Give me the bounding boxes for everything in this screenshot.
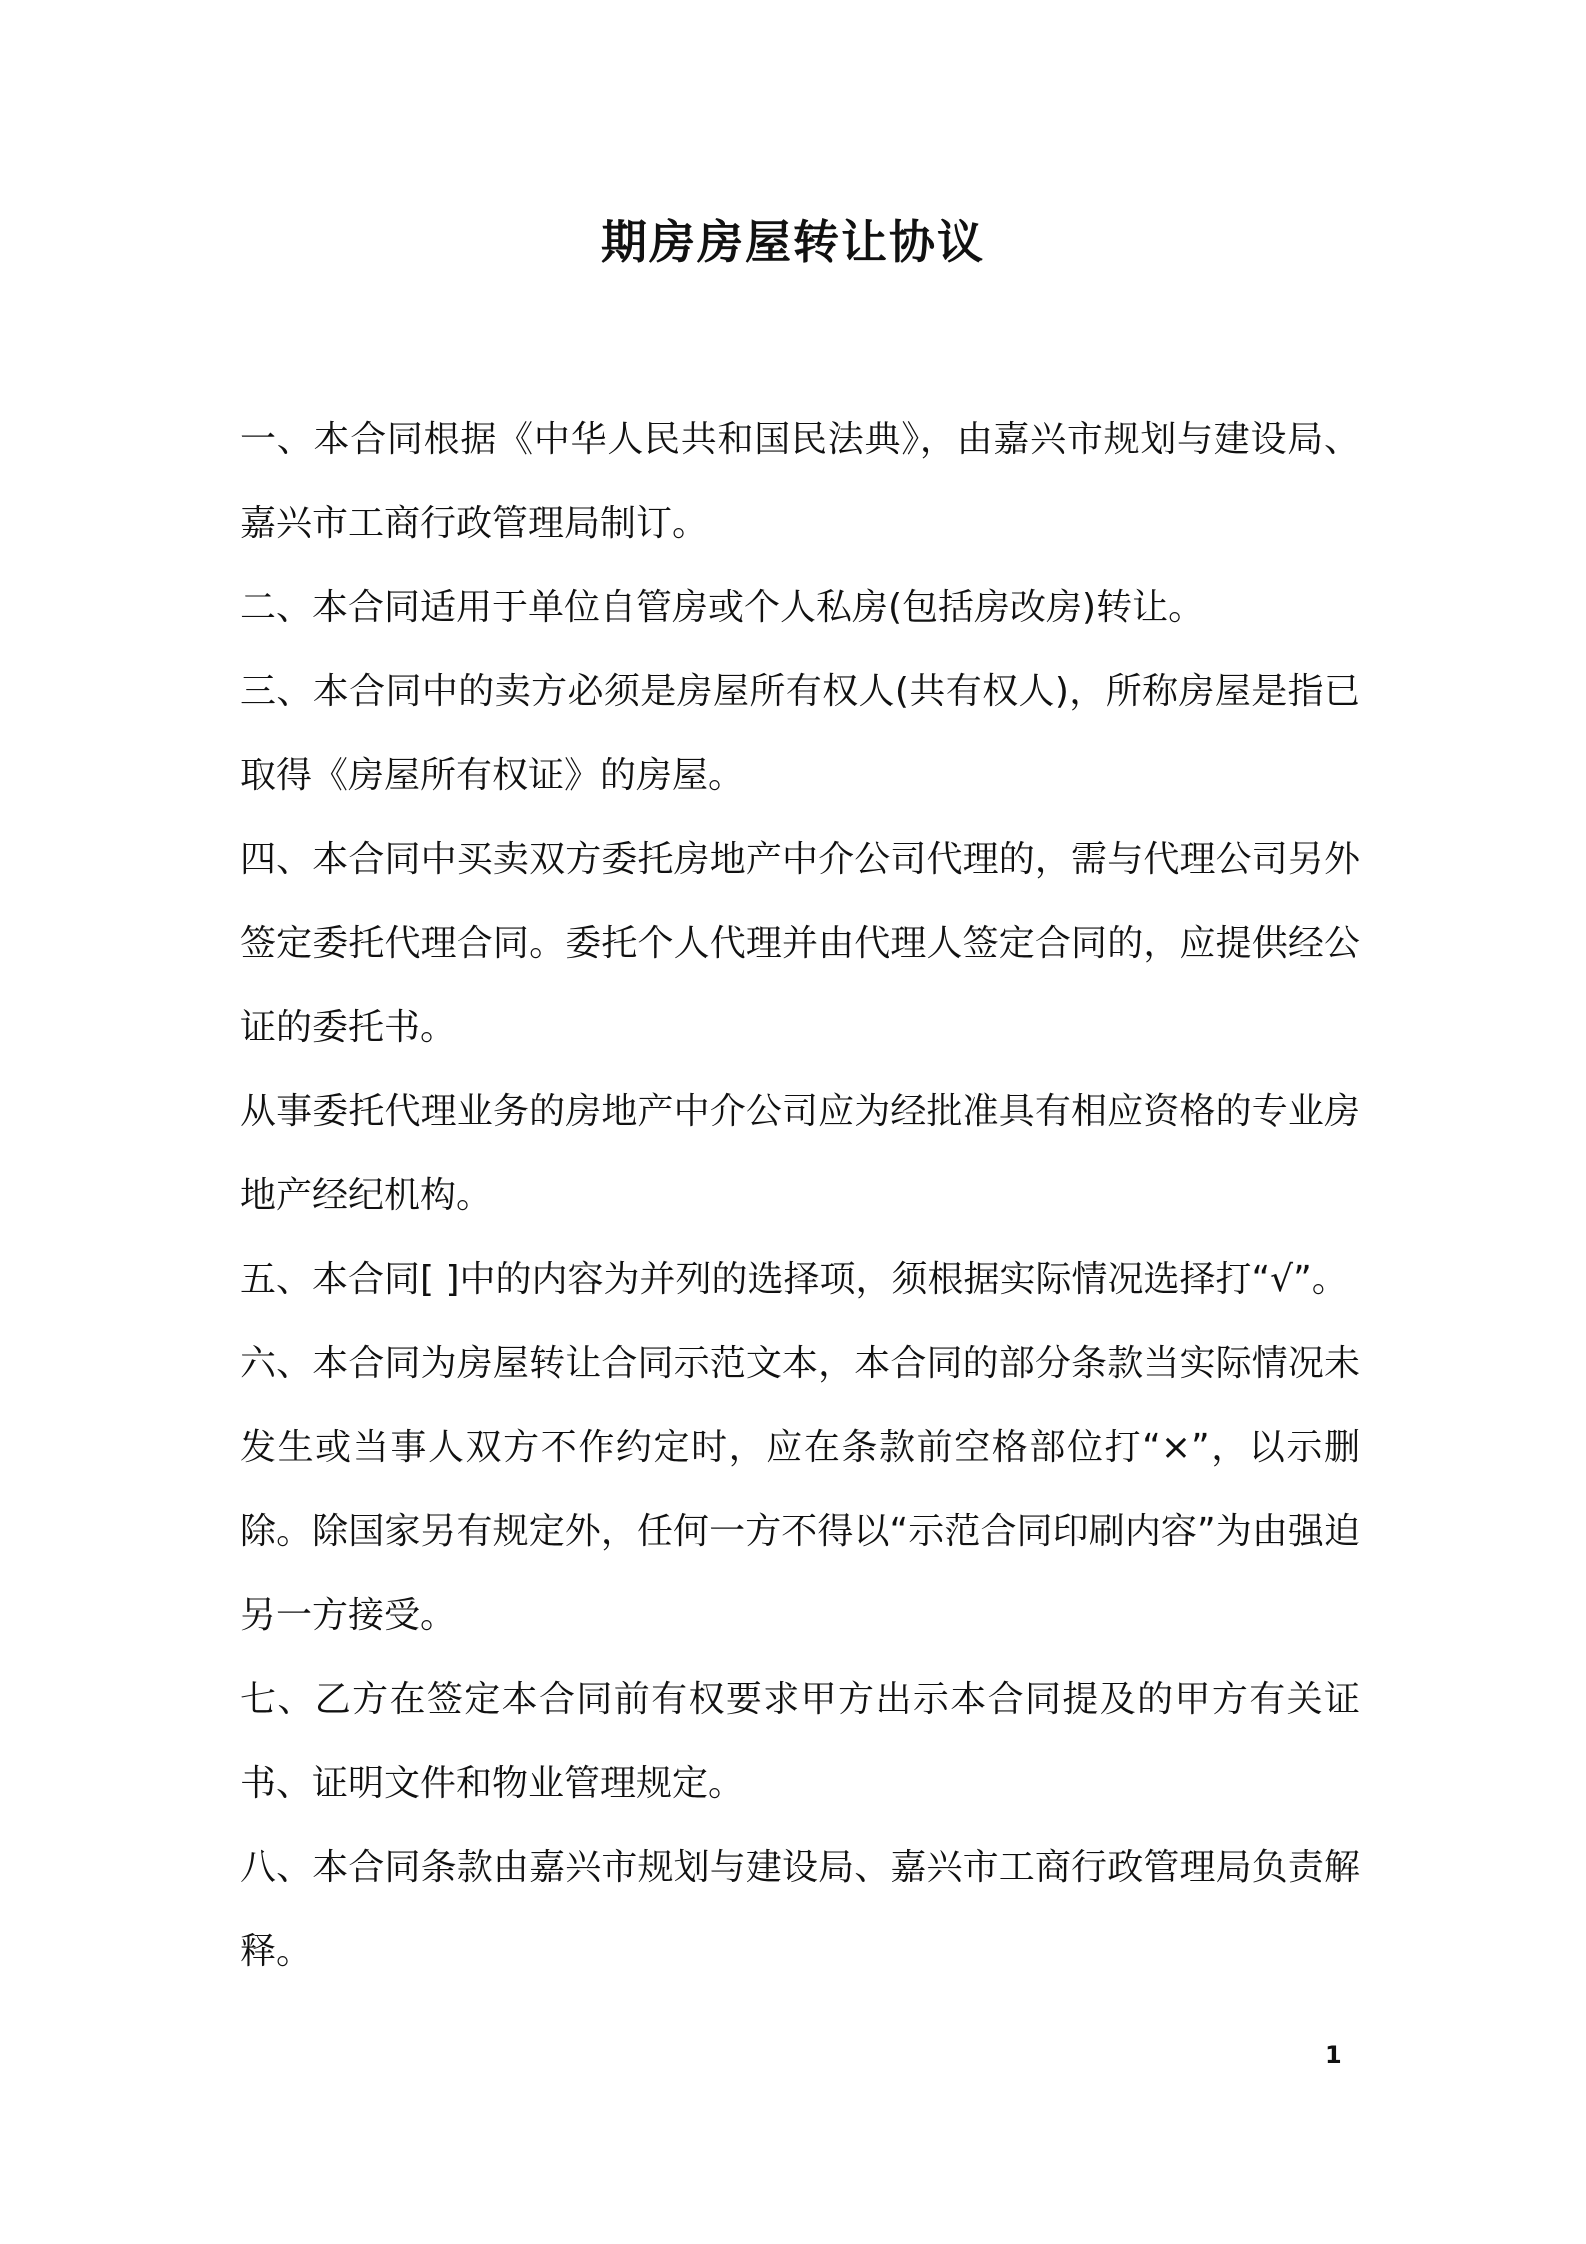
paragraph-4: 四、本合同中买卖双方委托房地产中介公司代理的，需与代理公司另外签定委托代理合同。委托个人代理并由代理人签定合同的，应提供经公证的委托书。 (240, 839, 1360, 1048)
page-number: 1 (1325, 2041, 1342, 2069)
paragraph-1: 一、本合同根据《中华人民共和国民法典》，由嘉兴市规划与建设局、嘉兴市工商行政管理局制订。 (240, 419, 1360, 544)
paragraph-3: 三、本合同中的卖方必须是房屋所有权人(共有权人)，所称房屋是指已取得《房屋所有权证》的房屋。 (240, 671, 1360, 796)
paragraph-7: 七、乙方在签定本合同前有权要求甲方出示本合同提及的甲方有关证书、证明文件和物业管理规定。 (240, 1679, 1360, 1804)
paragraph-2: 二、本合同适用于单位自管房或个人私房(包括房改房)转让。 (240, 587, 1205, 628)
paragraph-4-supplement: 从事委托代理业务的房地产中介公司应为经批准具有相应资格的专业房地产经纪机构。 (240, 1091, 1360, 1216)
document-body (240, 398, 1360, 1994)
paragraph-8: 八、本合同条款由嘉兴市规划与建设局、嘉兴市工商行政管理局负责解释。 (240, 1847, 1360, 1972)
paragraph-6: 六、本合同为房屋转让合同示范文本，本合同的部分条款当实际情况未发生或当事人双方不作约定时，应在条款前空格部位打“×”，以示删除。除国家另有规定外，任何一方不得以“示范合同印刷内容”为由强迫另一方接受。 (240, 1343, 1360, 1636)
paragraph-5: 五、本合同[ ]中的内容为并列的选择项，须根据实际情况选择打“√”。 (240, 1259, 1348, 1300)
document-title: 期房房屋转让协议 (601, 215, 985, 269)
